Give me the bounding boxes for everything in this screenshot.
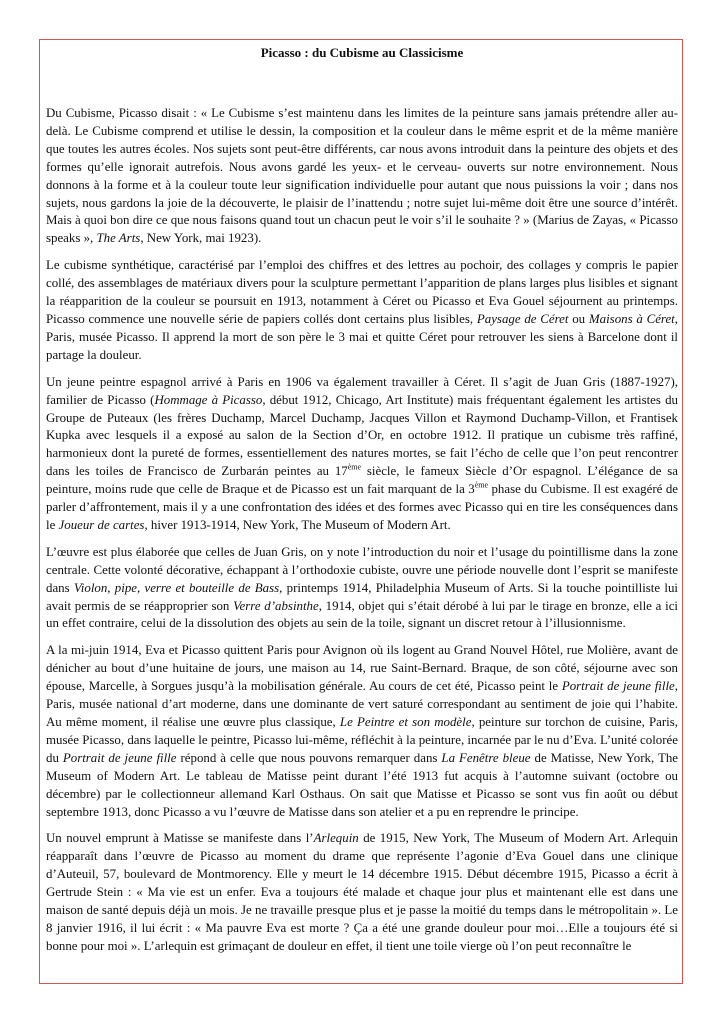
italic-title: Le Peintre et son modèle xyxy=(339,715,472,729)
text-run: Du Cubisme, Picasso disait : « Le Cubisme s’est maintenu dans les limites de la peinture sans jamais prétendre aller au-delà. Le Cubisme comprend et utilise le dessin, la composition et la couleur dans le même esprit et de la même manière que toutes les autres écoles. Nos sujets sont peut-être différents, car nous avons introduit dans la peinture des objets et des formes qu’elle ignorait autrefois. Nous avons gardé les yeux- et le cerveau- ouverts sur notre environnement. Nous donnons à la forme et à la couleur toute leur signification individuelle pour autant que nous puissions la voir ; dans nos sujets, nous gardons la joie de la découverte, le plaisir de l’inattendu ; notre sujet lui-même doit être une source d’intérêt. Mais à quoi bon dire ce que nous faisons quand tout un chacun peut le voir s’il le souhaite ? » (Marius de Zayas, « Picasso speaks », xyxy=(46,106,678,246)
text-run: L’œuvre est plus élaborée que celles de Juan Gris, on y note l’introduction du noir et l’usage du pointillisme dans la zone centrale. Cette volonté décorative, échappant à l’orthodoxie cubiste, ouvre une période nouvelle dont l’esprit se manifeste dans xyxy=(46,544,678,595)
text-run: , Paris, musée Picasso. Il apprend la mort de son père le 3 mai et quitte Céret pour retrouver les siens à Barcelone dont il partage la douleur. xyxy=(46,311,678,362)
text-run: de 1915, New York, The Museum of Modern Art. Arlequin réapparaît dans l’œuvre de Picasso au moment du drame que représente l’agonie d’Eva Gouel dans une clinique d’Auteuil, 57, boulevard de Montmorency. Elle y meurt le 14 décembre 1915. Début décembre 1915, Picasso a écrit à Gertrude Stein : « Ma vie est un enfer. Eva a toujours été malade et chaque jour plus et maintenant elle est dans une maison de santé depuis déjà un mois. Je ne travaille presque plus et je passe la moitié du temps dans le métropolitain ». Le 8 janvier 1916, il lui écrit : « Ma pauvre Eva est morte ? Ça a été une grande douleur pour moi…Elle a toujours été si bonne pour moi ». L’arlequin est grimaçant de douleur en effet, il tient une toile vierge où l’on peut reconnaître le xyxy=(46,831,679,953)
text-run: , 1914, objet qui s’était dérobé à lui par le tirage en bronze, elle a ici un effet contraire, celui de la dissolution des objets au sein de la toile, signant un discret retour à l’illusionnisme. xyxy=(46,598,678,631)
text-run: Un nouvel emprunt à Matisse se manifeste dans l’ xyxy=(46,831,314,846)
text-run: phase du Cubisme. Il est exagéré de parler d’affrontement, mais il y a une confrontation des idées et des formes avec Picasso qui en tire les conséquences dans le xyxy=(46,482,678,532)
italic-title: Violon, pipe, verre et bouteille de Bass xyxy=(73,580,280,595)
italic-title: Joueur de cartes xyxy=(58,517,145,532)
text-run: , printemps 1914, Philadelphia Museum of Arts. Si la touche pointilliste lui avait permis de se réapproprier son xyxy=(46,580,678,613)
paragraph xyxy=(46,105,678,248)
italic-title: Arlequin xyxy=(313,831,359,846)
text-run: répond à celle que nous pouvons remarquer dans xyxy=(176,750,442,765)
text-run: , New York, mai 1923). xyxy=(140,231,262,246)
italic-title: La Fenêtre bleue xyxy=(441,750,531,765)
text-run: Un jeune peintre espagnol arrivé à Paris en 1906 va également travailler à Céret. Il s’agit de Juan Gris (1887-1927), familier de Picasso ( xyxy=(46,374,678,407)
paragraphs xyxy=(46,105,678,956)
document-body xyxy=(46,44,678,965)
text-run: , début 1912, Chicago, Art Institute) mais fréquentant également les artistes du Groupe de Puteaux (les frères Duchamp, Marcel Duchamp, Jacques Villon et Raymond Duchamp-Villon, et Frantisek Kupka avec lesquels il a exposé au salon de la Section d’Or, en octobre 1912. Il pratique un cubisme très raffiné, harmonieux dont la pureté de formes, essentiellement des natures mortes, se fait l’écho de celle que l’on peut rencontrer dans les toiles de Francisco de Zurbarán peintes au 17 xyxy=(46,392,678,479)
text-run: , Paris, musée national d’art moderne, dans une dominante de vert saturé correspondant au sentiment de joie qui l’habite. Au même moment, il réalise une œuvre plus classique, xyxy=(46,679,678,729)
italic-title: Paysage de Céret xyxy=(476,311,569,326)
italic-title: Portrait de jeune fille xyxy=(561,679,675,694)
document-title: Picasso : du Cubisme au Classicisme xyxy=(260,45,464,60)
text-run: , hiver 1913-1914, New York, The Museum of Modern Art. xyxy=(144,517,451,532)
paragraph xyxy=(46,257,678,364)
text-run: Le cubisme synthétique, caractérisé par l’emploi des chiffres et des lettres au pochoir, des collages y compris le papier collé, des assemblages de matériaux divers pour la sculpture permettant l’apparition de plans larges plus lisibles et signant la réapparition de la couleur se poursuit en 1913, notamment à Céret ou Picasso et Eva Gouel séjournent au printemps. Picasso commence une nouvelle série de papiers collés dont certains plus lisibles, xyxy=(46,258,678,326)
italic-title: Portrait de jeune fille xyxy=(62,750,177,765)
superscript: ème xyxy=(474,480,489,490)
text-run: de Matisse, New York, The Museum of Modern Art. Le tableau de Matisse peint durant l’été 1913 fut acquis à l’automne suivant (octobre ou décembre) par le collectionneur allemand Karl Osthaus. On sait que Matisse et Picasso se sont vus fin août ou début septembre 1913, donc Picasso a vu l’œuvre de Matisse dans son atelier et a pu en reprendre le principe. xyxy=(46,750,679,819)
paragraph xyxy=(46,642,678,821)
paragraph xyxy=(46,544,678,634)
italic-title: Verre d’absinthe xyxy=(233,598,319,613)
italic-title: The Arts xyxy=(96,231,141,246)
text-run: ou xyxy=(568,311,589,326)
italic-title: Maisons à Céret xyxy=(588,311,675,326)
text-run: A la mi-juin 1914, Eva et Picasso quittent Paris pour Avignon où ils logent au Grand Nouvel Hôtel, rue Molière, avant de dénicher au bout d’une huitaine de jours, une maison au 14, rue Saint-Bernard. Braque, de son côté, séjourne avec son épouse, Marcelle, à Sorgues jusqu’à la mobilisation générale. Au cours de cet été, Picasso peint le xyxy=(46,643,678,694)
paragraph xyxy=(46,830,678,955)
text-run: , peinture sur torchon de cuisine, Paris, musée Picasso, dans laquelle le peintre, Picasso lui-même, réfléchit à la peinture, incarnée par le nu d’Eva. L’unité colorée du xyxy=(46,715,679,765)
paragraph xyxy=(46,374,678,535)
superscript: ème xyxy=(347,462,362,472)
text-run: siècle, le fameux Siècle d’Or espagnol. L’élégance de sa peinture, moins rude que celle de Braque et de Picasso est un fait marquant de la 3 xyxy=(46,464,678,497)
italic-title: Hommage à Picasso xyxy=(154,392,263,407)
